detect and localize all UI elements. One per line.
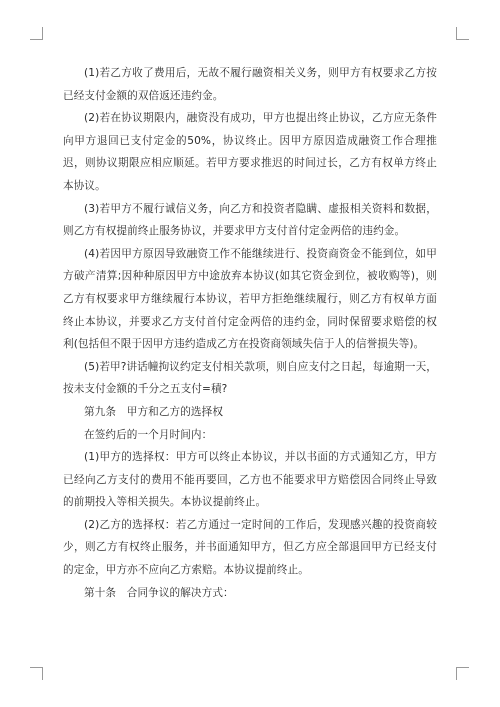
crop-mark-top-right (456, 27, 469, 40)
crop-mark-bottom-left (30, 667, 43, 680)
article-9-heading: 第九条 甲方和乙方的选择权 (84, 405, 224, 418)
article-9-intro: 在签约后的一个月时间内： (84, 428, 213, 441)
clause-4-paragraph: (4)若因甲方原因导致融资工作不能继续进行、投资商资金不能到位，如甲方破产清算;因种种原因甲方中途放弃本协议(如其它资金到位，被收购等)，则乙方有权要求甲方继续履行本协议，若甲方拒绝继续履行，则乙方有权单方面终止本协议，并要求乙方支付首付定金两倍的违约金，同时保留要求赔偿的权利(包括但不限于因甲方违约造成乙方在投资商领域失信于人的信誉损失等)。 (63, 247, 437, 351)
party-b-option-paragraph: (2)乙方的选择权：若乙方通过一定时间的工作后，发现感兴趣的投资商较少，则乙方有权终止服务，并书面通知甲方，但乙方应全部退回甲方已经支付的定金，甲方亦不应向乙方索赔。本协议提前终止。 (63, 518, 437, 577)
crop-mark-top-left (30, 27, 43, 40)
clause-3-paragraph: (3)若甲方不履行诚信义务，向乙方和投资者隐瞒、虚报相关资料和数据，则乙方有权提前终止服务协议，并要求甲方支付首付定金两倍的违约金。 (63, 202, 437, 238)
party-a-option-paragraph: (1)甲方的选择权：甲方可以终止本协议，并以书面的方式通知乙方，甲方已经向乙方支付的费用不能再要回，乙方也不能要求甲方赔偿因合同终止导致的前期投入等相关损失。本协议提前终止。 (63, 451, 437, 509)
clause-5-paragraph: (5)若甲?讲话幢拘议约定支付相关款项，则自应支付之日起，每逾期一天，按未支付金额的千分之五支付=積? (63, 360, 437, 396)
clause-2-paragraph: (2)若在协议期限内，融资没有成功，甲方也提出终止协议，乙方应无条件向甲方退回已支付定金的50%，协议终止。因甲方原因造成融资工作合理推迟，则协议期限应相应顺延。若甲方要求推迟的时间过长，乙方有权单方终止本协议。 (63, 112, 437, 192)
crop-mark-bottom-right (456, 667, 469, 680)
article-10-heading: 第十条 合同争议的解决方式： (84, 586, 234, 599)
clause-1-paragraph: (1)若乙方收了费用后，无故不履行融资相关义务，则甲方有权要求乙方按已经支付金额的双倍返还违约金。 (63, 67, 437, 102)
document-body (63, 62, 437, 604)
